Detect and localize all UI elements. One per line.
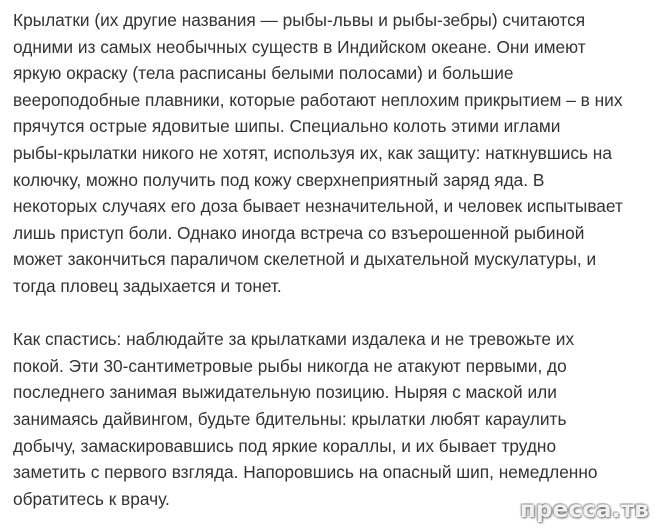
text-line: последнего занимая выжидательную позицию. Ныряя с маской или (13, 382, 557, 403)
text-line: одними из самых необычных существ в Индийском океане. Они имеют (13, 36, 586, 57)
text-line: веероподобные плавники, которые работают неплохим прикрытием – в них (13, 89, 623, 110)
text-line: тогда пловец задыхается и тонет. (13, 275, 282, 296)
text-line: покой. Эти 30-сантиметровые рыбы никогда не атакуют первыми, до (13, 355, 567, 376)
text-line: прячутся острые ядовитые шипы. Специально колоть этими иглами (13, 116, 561, 137)
text-line: некоторых случаях его доза бывает незначительной, и человек испытывает (13, 196, 623, 217)
site-watermark: пресса.тв (519, 497, 649, 523)
text-line: колючку, можно получить под кожу сверхнеприятный заряд яда. В (13, 169, 545, 190)
text-line: занимаясь дайвингом, будьте бдительны: крылатки любят караулить (13, 408, 567, 429)
text-line: лишь приступ боли. Однако иногда встреча со взъерошенной рыбиной (13, 222, 585, 243)
text-line: обратитесь к врачу. (13, 488, 170, 509)
paragraph-how-to-escape (13, 326, 655, 512)
text-line: заметить с первого взгляда. Напоровшись на опасный шип, немедленно (13, 462, 598, 483)
article-body (13, 7, 655, 512)
text-line: добычу, замаскировавшись под яркие кораллы, и их бывает трудно (13, 435, 557, 456)
paragraph-lionfish-description (13, 7, 655, 300)
text-line: может закончиться параличом скелетной и дыхательной мускулатуры, и (13, 249, 597, 270)
text-line: яркую окраску (тела расписаны белыми полосами) и большие (13, 63, 514, 84)
text-line: рыбы-крылатки никого не хотят, используя их, как защиту: наткнувшись на (13, 142, 612, 163)
text-line: Как спастись: наблюдайте за крылатками издалека и не тревожьте их (13, 329, 575, 350)
text-line: Крылатки (их другие названия — рыбы-львы и рыбы-зебры) считаются (13, 10, 586, 30)
